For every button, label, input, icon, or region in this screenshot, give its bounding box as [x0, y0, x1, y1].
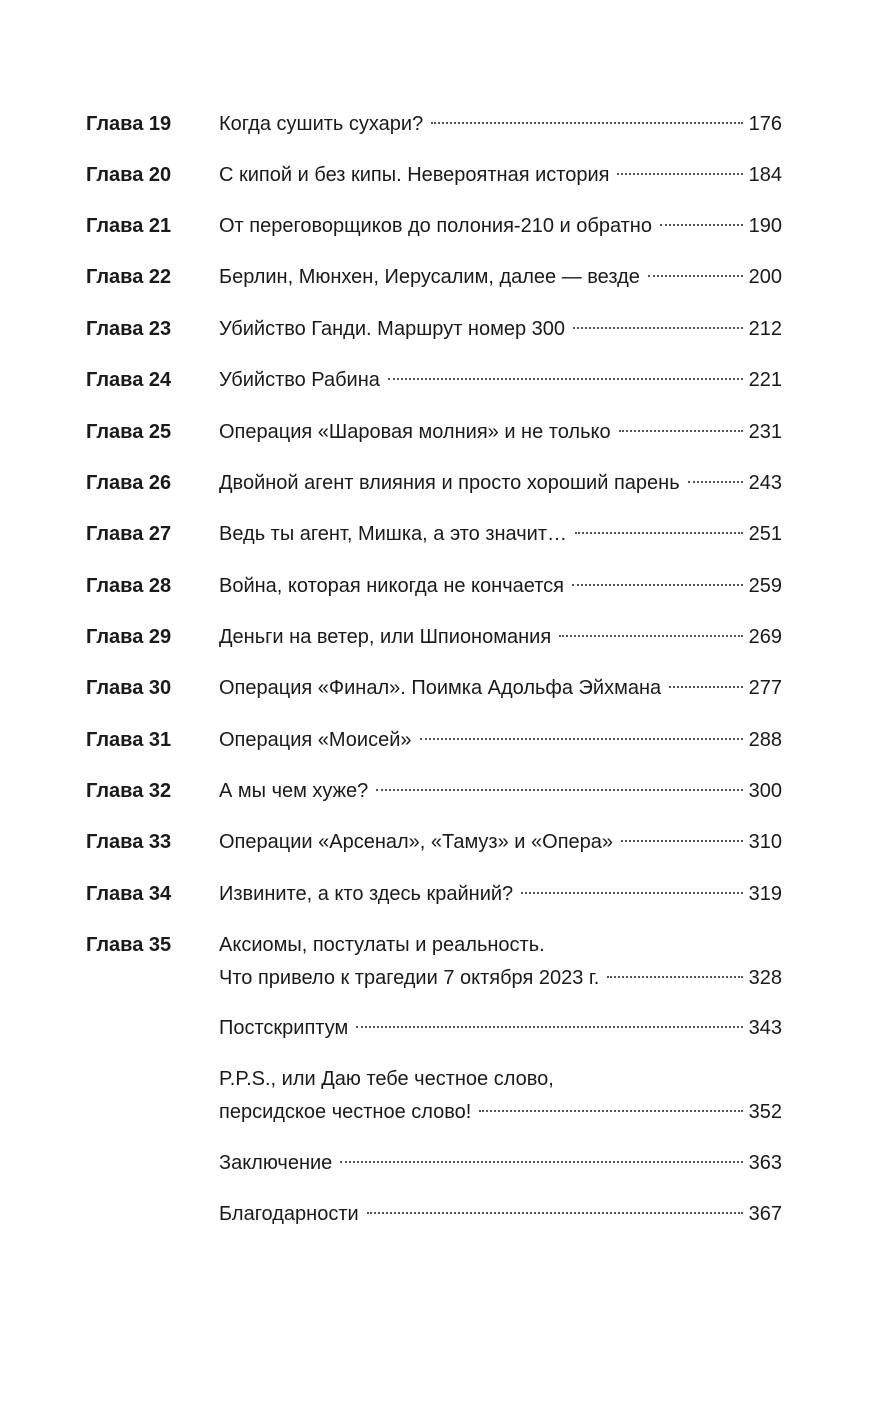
- page-number: 231: [748, 421, 782, 443]
- chapter-label: Глава 22: [86, 266, 172, 288]
- page-number: 190: [748, 215, 782, 237]
- page-number: 288: [748, 729, 782, 751]
- entry-title-block: [219, 827, 782, 860]
- chapter-label: Глава 25: [86, 421, 172, 443]
- dot-leader: [572, 584, 743, 586]
- dot-leader: [431, 122, 742, 124]
- chapter-label: Глава 30: [86, 677, 172, 699]
- page-number: 184: [748, 164, 782, 186]
- entry-title-block: [219, 622, 782, 655]
- entry-title: Операция «Шаровая молния» и не только: [219, 421, 611, 443]
- chapter-label: Глава 19: [86, 113, 172, 135]
- chapter-label: Глава 35: [86, 934, 172, 956]
- page-number: 343: [748, 1017, 782, 1039]
- entry-title-block: [219, 365, 782, 398]
- entry-title-block: [219, 417, 782, 450]
- page-number: 367: [748, 1203, 782, 1225]
- page-number: 243: [748, 472, 782, 494]
- entry-title: Ведь ты агент, Мишка, а это значит…: [219, 523, 567, 545]
- dot-leader: [559, 635, 742, 637]
- entry-title-block: [219, 725, 782, 758]
- dot-leader: [479, 1110, 742, 1112]
- entry-title: персидское честное слово!: [219, 1101, 472, 1123]
- entry-title: Операция «Моисей»: [219, 729, 412, 751]
- dot-leader: [340, 1161, 742, 1163]
- chapter-label: Глава 27: [86, 523, 172, 545]
- entry-title-block: [219, 673, 782, 706]
- dot-leader: [621, 840, 743, 842]
- dot-leader: [617, 173, 742, 175]
- entry-title: Постскриптум: [219, 1017, 349, 1039]
- chapter-label: Глава 34: [86, 883, 172, 905]
- entry-title: Убийство Ганди. Маршрут номер 300: [219, 318, 566, 340]
- entry-title: С кипой и без кипы. Невероятная история: [219, 164, 610, 186]
- dot-leader: [575, 532, 743, 534]
- chapter-label: Глава 23: [86, 318, 172, 340]
- dot-leader: [521, 892, 742, 894]
- entry-title-block: [219, 879, 782, 912]
- page-number: 251: [748, 523, 782, 545]
- dot-leader: [660, 224, 743, 226]
- entry-title: Берлин, Мюнхен, Иерусалим, далее — везде: [219, 266, 640, 288]
- entry-title-block: [219, 776, 782, 809]
- chapter-label: Глава 31: [86, 729, 172, 751]
- page-number: 259: [748, 575, 782, 597]
- entry-title-block: [219, 930, 782, 996]
- entry-title: Операции «Арсенал», «Тамуз» и «Опера»: [219, 831, 614, 853]
- entry-title-line1: Аксиомы, постулаты и реальность.: [219, 934, 545, 956]
- entry-title: Извините, а кто здесь крайний?: [219, 883, 514, 905]
- entry-title: Операция «Финал». Поимка Адольфа Эйхмана: [219, 677, 662, 699]
- dot-leader: [619, 430, 743, 432]
- entry-title-block: [219, 571, 782, 604]
- entry-title: От переговорщиков до полония-210 и обратно: [219, 215, 652, 237]
- chapter-label: Глава 32: [86, 780, 172, 802]
- entry-title: Что привело к трагедии 7 октября 2023 г.: [219, 967, 600, 989]
- page-number: 310: [748, 831, 782, 853]
- entry-title-block: [219, 160, 782, 193]
- page-number: 277: [748, 677, 782, 699]
- entry-title: Убийство Рабина: [219, 369, 380, 391]
- entry-title-block: [219, 1064, 782, 1130]
- chapter-label: Глава 29: [86, 626, 172, 648]
- chapter-label: Глава 26: [86, 472, 172, 494]
- entry-title-block: [219, 314, 782, 347]
- dot-leader: [420, 738, 743, 740]
- entry-title-line1: P.P.S., или Даю тебе честное слово,: [219, 1068, 554, 1090]
- entry-title: Двойной агент влияния и просто хороший парень: [219, 472, 680, 494]
- entry-title-block: [219, 1148, 782, 1181]
- entry-title: Война, которая никогда не кончается: [219, 575, 564, 597]
- page-number: 319: [748, 883, 782, 905]
- page-number: 300: [748, 780, 782, 802]
- page-number: 212: [748, 318, 782, 340]
- entry-title: Деньги на ветер, или Шпиономания: [219, 626, 552, 648]
- page-number: 328: [748, 967, 782, 989]
- entry-title-block: [219, 468, 782, 501]
- dot-leader: [573, 327, 743, 329]
- chapter-label: Глава 33: [86, 831, 172, 853]
- page-number: 176: [748, 113, 782, 135]
- page-number: 200: [748, 266, 782, 288]
- entry-title-block: [219, 211, 782, 244]
- dot-leader: [376, 789, 742, 791]
- entry-title-block: [219, 1013, 782, 1046]
- entry-title: Когда сушить сухари?: [219, 113, 424, 135]
- chapter-label: Глава 21: [86, 215, 172, 237]
- page-number: 352: [748, 1101, 782, 1123]
- chapter-label: Глава 20: [86, 164, 172, 186]
- chapter-label: Глава 24: [86, 369, 172, 391]
- page-number: 363: [748, 1152, 782, 1174]
- entry-title: А мы чем хуже?: [219, 780, 369, 802]
- dot-leader: [669, 686, 742, 688]
- entry-title: Благодарности: [219, 1203, 359, 1225]
- chapter-label: Глава 28: [86, 575, 172, 597]
- entry-title-block: [219, 519, 782, 552]
- dot-leader: [388, 378, 743, 380]
- entry-title-block: [219, 1199, 782, 1232]
- dot-leader: [607, 976, 742, 978]
- entry-title: Заключение: [219, 1152, 333, 1174]
- entry-title-block: [219, 109, 782, 142]
- page-number: 269: [748, 626, 782, 648]
- entry-title-block: [219, 262, 782, 295]
- dot-leader: [367, 1212, 743, 1214]
- dot-leader: [688, 481, 743, 483]
- dot-leader: [356, 1026, 742, 1028]
- dot-leader: [648, 275, 743, 277]
- page-number: 221: [748, 369, 782, 391]
